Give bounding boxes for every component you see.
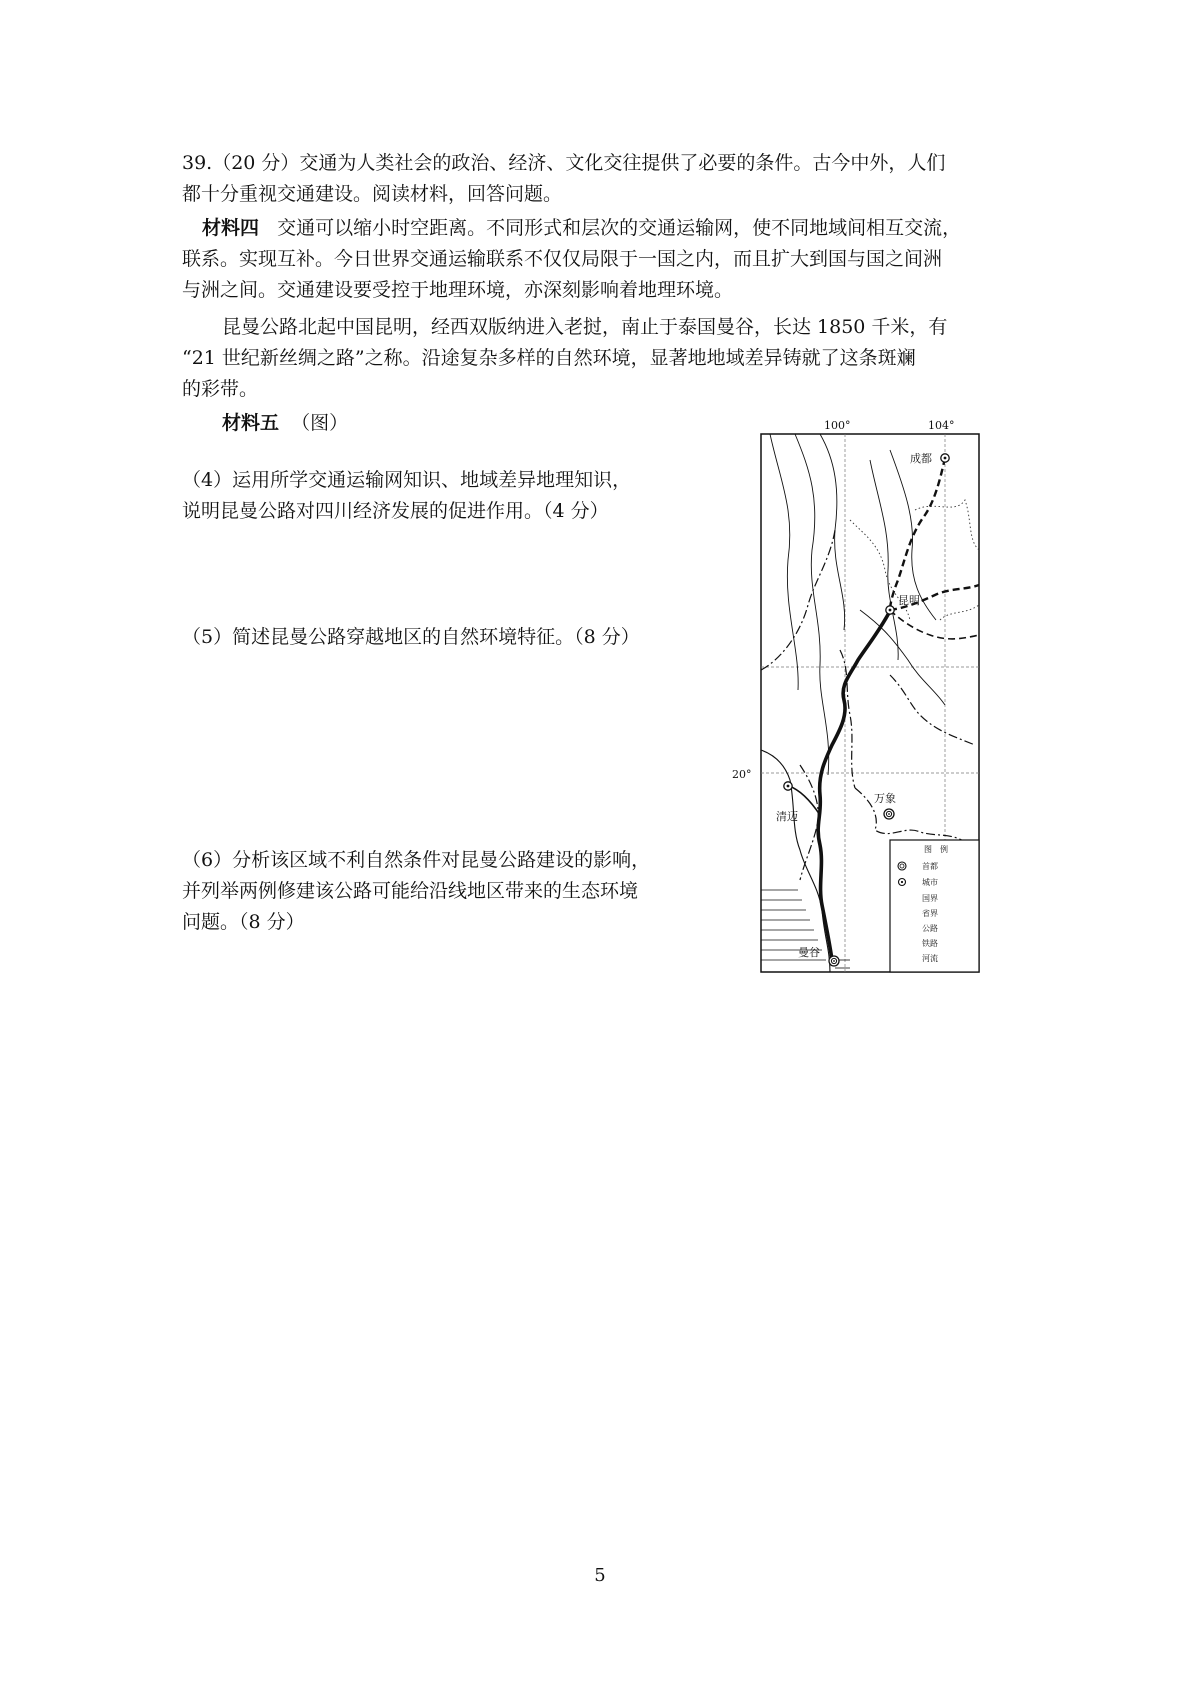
legend-railway: 铁路 bbox=[922, 939, 938, 948]
q6-line-2: 并列举两例修建该公路可能给沿线地区带来的生态环境 bbox=[182, 880, 639, 902]
map-legend bbox=[890, 840, 979, 972]
question-line-2: 都十分重视交通建设。阅读材料，回答问题。 bbox=[182, 183, 563, 205]
legend-capital: 首都 bbox=[922, 862, 938, 871]
q6-line-1: （6）分析该区域不利自然条件对昆曼公路建设的影响， bbox=[182, 849, 651, 871]
lat-20-label: 20° bbox=[732, 768, 752, 781]
legend-city: 城市 bbox=[922, 878, 938, 887]
material4-p2-line-1: 昆曼公路北起中国昆明，经西双版纳进入老挝，南止于泰国曼谷，长达 1850 千米，有 bbox=[222, 316, 948, 338]
capital-bangkok bbox=[829, 956, 839, 966]
material4-label: 材料四 bbox=[202, 217, 260, 239]
lon-104-label: 104° bbox=[928, 419, 955, 432]
legend-capital-icon bbox=[898, 862, 906, 870]
legend-title: 图 例 bbox=[924, 845, 948, 854]
kunming-bangkok-map bbox=[732, 419, 982, 980]
city-chengdu-label: 成都 bbox=[910, 452, 932, 465]
legend-box bbox=[890, 840, 979, 972]
lon-100-label: 100° bbox=[824, 419, 851, 432]
city-chengdu bbox=[941, 454, 949, 462]
city-bangkok-label: 曼谷 bbox=[798, 946, 820, 959]
legend-highway: 公路 bbox=[922, 924, 938, 933]
legend-border-province: 省界 bbox=[922, 909, 938, 918]
material5-heading bbox=[222, 408, 348, 439]
page-number: 5 bbox=[594, 1565, 606, 1586]
legend-border-national: 国界 bbox=[922, 894, 938, 903]
material5-suffix: （图） bbox=[291, 412, 349, 434]
q4-line-2: 说明昆曼公路对四川经济发展的促进作用。（4 分） bbox=[182, 500, 609, 522]
q4-line-1: （4）运用所学交通运输网知识、地域差异地理知识， bbox=[182, 469, 632, 491]
material4-text-1: 交通可以缩小时空距离。不同形式和层次的交通运输网，使不同地域间相互交流， bbox=[277, 217, 962, 239]
national-borders bbox=[761, 530, 975, 880]
material4-p2-line-2: “21 世纪新丝绸之路”之称。沿途复杂多样的自然环境，显著地地域差异铸就了这条斑斓 bbox=[182, 347, 916, 369]
railway-chengdu-kunming bbox=[890, 458, 945, 610]
city-chiangmai bbox=[784, 782, 792, 790]
city-chiangmai-label: 清迈 bbox=[776, 810, 798, 823]
legend-river: 河流 bbox=[922, 954, 938, 963]
question-line-1: 39.（20 分）交通为人类社会的政治、经济、文化交往提供了必要的条件。古今中外，人们 bbox=[182, 152, 946, 174]
city-kunming bbox=[886, 606, 894, 614]
railway-kunming-southeast bbox=[890, 610, 979, 639]
material4-p2-line-3: 的彩带。 bbox=[182, 378, 259, 400]
city-kunming-label: 昆明 bbox=[898, 594, 920, 607]
material5-label: 材料五 bbox=[222, 412, 280, 434]
material4-line-2: 联系。实现互补。今日世界交通运输联系不仅仅局限于一国之内，而且扩大到国与国之间洲 bbox=[182, 248, 943, 270]
q6-line-3: 问题。（8 分） bbox=[182, 911, 305, 933]
q5-line-1: （5）简述昆曼公路穿越地区的自然环境特征。（8 分） bbox=[182, 626, 640, 648]
material4-line-3: 与洲之间。交通建设要受控于地理环境，亦深刻影响着地理环境。 bbox=[182, 279, 734, 301]
material4-line-1 bbox=[202, 213, 961, 244]
capital-vientiane bbox=[884, 809, 894, 819]
city-vientiane-label: 万象 bbox=[874, 792, 896, 805]
